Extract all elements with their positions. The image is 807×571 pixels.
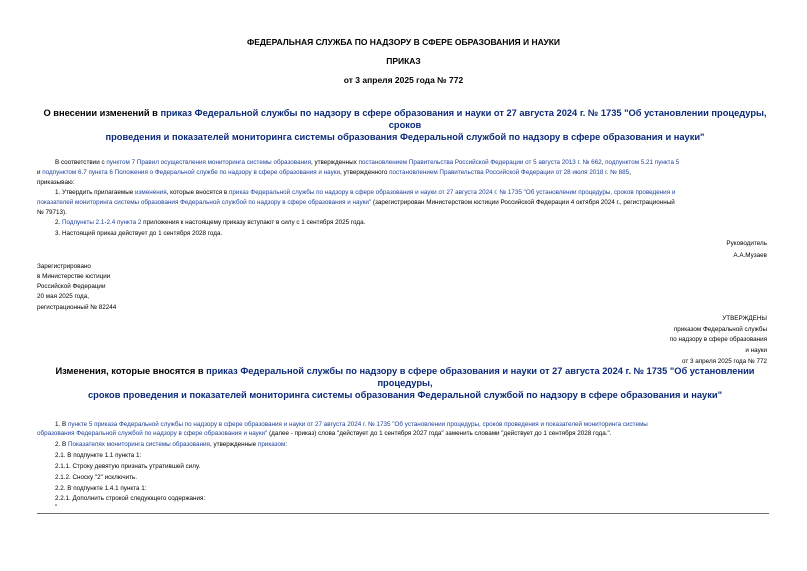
item-2 — [55, 218, 365, 227]
change-text: 2. В — [55, 441, 68, 448]
link-point-5-order-1735[interactable]: пункте 5 приказа Федеральной службы по надзору в сфере образования и науки от 27 августа 2024 г. № 1735 "Об установлении процедуры, сроков проведения и показателей мониторинга системы — [67, 421, 648, 428]
approved-line-2: приказом Федеральной службы — [673, 326, 767, 333]
registration-line-2: в Министерстве юстиции — [37, 273, 111, 280]
registration-line-3: Российской Федерации — [37, 283, 106, 290]
bottom-divider — [37, 513, 769, 514]
link-point-5-order-1735-cont[interactable]: образования Федеральной службой по надзору в сфере образования и науки" — [37, 430, 268, 437]
change-2-1-2: 2.1.2. Сноску "2" исключить. — [55, 474, 138, 481]
approved-line-4: и науки — [745, 347, 767, 354]
change-2-2: 2.2. В подпункте 1.4.1 пункта 1: — [55, 485, 147, 492]
change-text: : — [285, 441, 288, 448]
preamble-line-2 — [37, 168, 631, 177]
approved-line-5: от 3 апреля 2025 года № 772 — [681, 358, 767, 365]
changes-title-link-line2[interactable]: сроков проведения и показателей мониторинга системы образования Федеральной службой по надзору в сфере образования и науки" — [88, 390, 722, 400]
open-quote: " — [55, 504, 58, 511]
preamble-text: и — [37, 169, 43, 176]
change-1-line-1 — [55, 420, 648, 429]
signature-position: Руководитель — [726, 240, 767, 247]
changes-title-link-line1[interactable]: приказ Федеральной службы по надзору в сфере образования и науки от 27 августа 2024 г. № 1735 "Об установлении процедуры, — [206, 366, 755, 388]
link-monitoring-rules[interactable]: пунктом 7 Правил осуществления мониторинга системы образования — [106, 159, 311, 166]
link-subpoint-6-7[interactable]: подпунктом 6.7 пункта 6 Положения о Федеральной службе по надзору в сфере образования и науки — [42, 169, 341, 176]
change-text: , утвержденные — [209, 441, 258, 448]
registration-line-5: регистрационный № 82244 — [37, 304, 117, 311]
change-2-1: 2.1. В подпункте 1.1 пункта 1: — [55, 452, 142, 459]
document-title — [30, 107, 780, 143]
change-1-line-2 — [37, 429, 611, 438]
item-text: приложения к настоящему приказу вступают в силу с 1 сентября 2025 года. — [141, 219, 366, 226]
item-text: (зарегистрирован Министерством юстиции Российской Федерации 4 октября 2024 г., регистрационный — [371, 199, 675, 206]
registration-line-1: Зарегистрировано — [37, 263, 91, 270]
link-changes[interactable]: изменения — [135, 189, 167, 196]
link-order-1735[interactable]: приказ Федеральной службы по надзору в сфере образования и науки от 27 августа 2024 г. № 1735 "Об установлении процедуры, сроков проведения и — [229, 189, 676, 196]
title-link-line2[interactable]: проведения и показателей мониторинга системы образования Федеральной службой по надзору в сфере образования и науки" — [105, 132, 705, 142]
item-text: - — [104, 219, 107, 226]
link-monitoring-indicators[interactable]: Показателях мониторинга системы образования — [67, 441, 210, 448]
registration-line-4: 20 мая 2025 года, — [37, 293, 89, 300]
change-text: 1. В — [55, 421, 68, 428]
link-subpoint-5-21[interactable]: подпунктом 5.21 пункта 5 — [605, 159, 680, 166]
changes-title-prefix: Изменения, которые вносятся в — [55, 366, 207, 376]
item-1-line-3: № 79713). — [37, 209, 67, 216]
change-2-1-1: 2.1.1. Строку девятую признать утратившей силу. — [55, 463, 201, 470]
preamble-text: , — [601, 159, 606, 166]
title-prefix: О внесении изменений в — [43, 108, 161, 118]
link-order[interactable]: приказом — [257, 441, 286, 448]
item-text: 2. — [55, 219, 63, 226]
preamble-text: , утвержденных — [310, 159, 359, 166]
link-resolution-885[interactable]: постановлением Правительства Российской Федерации от 28 июля 2018 г. № 885 — [389, 169, 630, 176]
doc-date-number: от 3 апреля 2025 года № 772 — [343, 75, 464, 85]
link-order-1735-cont[interactable]: показателей мониторинга системы образования Федеральной службой по надзору в сфере образования и науки" — [37, 199, 372, 206]
signature-name: А.А.Музаев — [733, 252, 767, 259]
preamble-line-3: приказываю: — [37, 179, 75, 186]
preamble-line-1 — [55, 158, 679, 167]
item-text: , которые вносятся в — [166, 189, 230, 196]
changes-title — [30, 365, 780, 401]
preamble-text: , утвержденного — [340, 169, 390, 176]
item-3: 3. Настоящий приказ действует до 1 сентября 2028 года. — [55, 230, 223, 237]
doc-type: ПРИКАЗ — [386, 56, 421, 66]
item-1-line-2 — [37, 198, 675, 207]
link-subpoints-2-1[interactable]: Подпункты 2.1 — [62, 219, 105, 226]
item-1-line-1 — [55, 188, 675, 197]
change-2-2-1: 2.2.1. Дополнить строкой следующего содержания: — [55, 495, 206, 502]
approved-line-1: УТВЕРЖДЕНЫ — [722, 315, 767, 322]
change-text: (далее - приказ) слова "действует до 1 сентября 2027 года" заменить словами "действует до 1 сентября 2028 года.". — [267, 430, 612, 437]
link-point-2[interactable]: 2.4 пункта 2 — [106, 219, 142, 226]
preamble-text: , — [629, 169, 631, 176]
link-resolution-662[interactable]: постановлением Правительства Российской Федерации от 5 августа 2013 г. № 662 — [358, 159, 602, 166]
change-2 — [55, 440, 287, 449]
item-text: 1. Утвердить прилагаемые — [55, 189, 135, 196]
agency-name: ФЕДЕРАЛЬНАЯ СЛУЖБА ПО НАДЗОРУ В СФЕРЕ ОБРАЗОВАНИЯ И НАУКИ — [246, 37, 561, 47]
preamble-text: В соответствии с — [55, 159, 107, 166]
approved-line-3: по надзору в сфере образования — [669, 336, 767, 343]
title-link-line1[interactable]: приказ Федеральной службы по надзору в сфере образования и науки от 27 августа 2024 г. № 1735 "Об установлении процедуры, сроков — [160, 108, 767, 130]
